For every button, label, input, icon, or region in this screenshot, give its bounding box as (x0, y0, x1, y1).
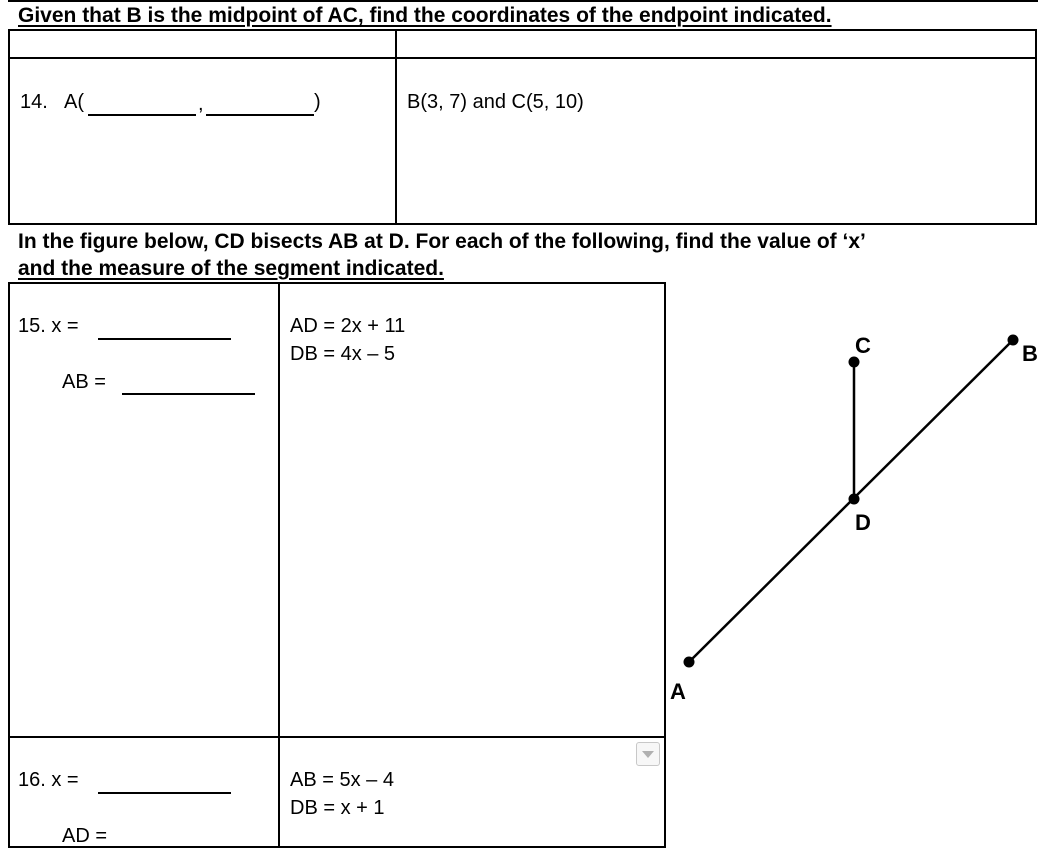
problem-14-prefix: A( (64, 91, 84, 113)
label-d: D (855, 510, 871, 535)
point-b (1008, 335, 1019, 346)
problem-14-given: B(3, 7) and C(5, 10) (407, 91, 584, 113)
problem-14-suffix: ) (314, 91, 321, 113)
label-b: B (1022, 341, 1038, 366)
label-c: C (855, 333, 871, 358)
point-d (849, 494, 860, 505)
problem-14-number: 14. (20, 91, 48, 113)
problem-15-seg-label: AB = (62, 371, 106, 393)
point-a (684, 657, 695, 668)
problem-14-sep: , (198, 93, 204, 115)
problem-15-eq2: DB = 4x – 5 (290, 343, 396, 365)
problem-15-x-label: 15. x = (18, 315, 79, 337)
problem-15-eq1: AD = 2x + 11 (290, 315, 406, 337)
section1-heading: Given that B is the midpoint of AC, find the coordinates of the endpoint indicated. (18, 4, 832, 27)
problem-16-eq2: DB = x + 1 (290, 797, 385, 819)
section2-heading-line1: In the figure below, CD bisects AB at D. For each of the following, find the value of ‘x’ (18, 230, 866, 253)
point-c (849, 357, 860, 368)
problem-16-x-label: 16. x = (18, 769, 79, 791)
problem-16-eq1: AB = 5x – 4 (290, 769, 394, 791)
section2-heading-line2: and the measure of the segment indicated. (18, 257, 444, 280)
label-a: A (670, 679, 686, 704)
problem-16-seg-label: AD = (62, 825, 108, 847)
